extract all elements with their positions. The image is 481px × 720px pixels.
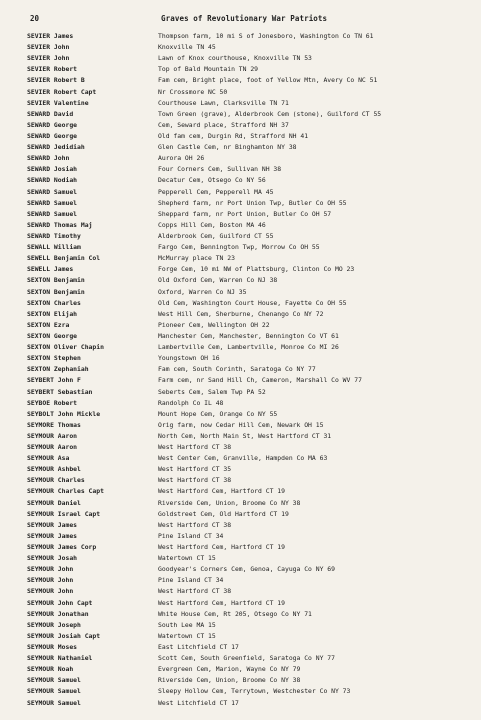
grave-location: West Hartford Cem, Hartford CT 19 xyxy=(158,598,285,607)
list-item xyxy=(27,609,481,620)
grave-location: Watertown CT 15 xyxy=(158,631,216,640)
grave-location: Alderbrook Cem, Guilford CT 55 xyxy=(158,231,274,240)
list-item xyxy=(27,142,481,153)
list-item xyxy=(27,231,481,242)
list-item xyxy=(27,398,481,409)
patriot-name: SEYMOUR Nathaniel xyxy=(27,654,93,663)
patriot-name: SEYMOUR Aaron xyxy=(27,431,78,440)
grave-location: Pioneer Cem, Wellington OH 22 xyxy=(158,320,270,329)
list-item xyxy=(27,109,481,120)
patriot-name: SEVIER Robert xyxy=(27,65,78,74)
patriot-name: SEWARD Samuel xyxy=(27,187,78,196)
grave-location: Sheppard farm, nr Port Union, Butler Co OH 57 xyxy=(158,209,332,218)
list-item xyxy=(27,164,481,175)
grave-location: Old Cem, Washington Court House, Fayette Co OH 55 xyxy=(158,298,347,307)
patriot-name: SEYMOUR James xyxy=(27,531,78,540)
list-item xyxy=(27,675,481,686)
list-item xyxy=(27,331,481,342)
list-item xyxy=(27,209,481,220)
patriot-name: SEXTON Zephaniah xyxy=(27,365,89,374)
grave-location: Pepperell Cem, Pepperell MA 45 xyxy=(158,187,274,196)
grave-location: Shepherd farm, nr Port Union Twp, Butler Co OH 55 xyxy=(158,198,347,207)
grave-location: Fam cem, South Corinth, Saratoga Co NY 77 xyxy=(158,365,316,374)
patriot-name: SEWARD John xyxy=(27,154,70,163)
patriot-name: SEYMOUR James Corp xyxy=(27,543,97,552)
patriot-name: SEYMOUR Charles Capt xyxy=(27,487,104,496)
grave-location: Goodyear's Corners Cem, Genoa, Cayuga Co NY 69 xyxy=(158,565,335,574)
patriot-name: SEXTON Benjamin xyxy=(27,276,85,285)
grave-location: Watertown CT 15 xyxy=(158,554,216,563)
entries-list xyxy=(27,31,481,709)
patriot-name: SEVIER Valentine xyxy=(27,98,89,107)
list-item xyxy=(27,409,481,420)
patriot-name: SEYMOUR Samuel xyxy=(27,698,81,707)
grave-location: Manchester Cem, Manchester, Bennington Co VT 61 xyxy=(158,331,339,340)
grave-location: West Hartford Cem, Hartford CT 19 xyxy=(158,543,285,552)
list-item xyxy=(27,531,481,542)
patriot-name: SEXTON Ezra xyxy=(27,320,70,329)
list-item xyxy=(27,686,481,697)
patriot-name: SEXTON Charles xyxy=(27,298,81,307)
patriot-name: SEYMOUR Charles xyxy=(27,476,85,485)
patriot-name: SEYMOUR Josah xyxy=(27,554,78,563)
list-item xyxy=(27,509,481,520)
patriot-name: SEWARD Samuel xyxy=(27,209,78,218)
list-item xyxy=(27,131,481,142)
grave-location: West Hartford CT 38 xyxy=(158,476,232,485)
grave-location: South Lee MA 15 xyxy=(158,620,216,629)
patriot-name: SEYMOUR James xyxy=(27,520,78,529)
list-item xyxy=(27,153,481,164)
grave-location: West Center Cem, Granville, Hampden Co MA 63 xyxy=(158,454,328,463)
list-item xyxy=(27,187,481,198)
list-item xyxy=(27,320,481,331)
list-item xyxy=(27,375,481,386)
patriot-name: SEYMOUR John Capt xyxy=(27,598,93,607)
list-item xyxy=(27,420,481,431)
grave-location: Goldstreet Cem, Old Hartford CT 19 xyxy=(158,509,289,518)
list-item xyxy=(27,53,481,64)
patriot-name: SEYMOUR Josiah Capt xyxy=(27,631,101,640)
grave-location: Seberts Cem, Salem Twp PA 52 xyxy=(158,387,266,396)
patriot-name: SEVIER John xyxy=(27,43,70,52)
list-item xyxy=(27,287,481,298)
grave-location: McMurray place TN 23 xyxy=(158,254,235,263)
grave-location: West Hill Cem, Sherburne, Chenango Co NY 72 xyxy=(158,309,324,318)
grave-location: Glen Castle Cem, nr Binghamton NY 38 xyxy=(158,143,297,152)
patriot-name: SEYMOUR Aaron xyxy=(27,443,78,452)
list-item xyxy=(27,442,481,453)
patriot-name: SEYMOUR Asa xyxy=(27,454,70,463)
list-item xyxy=(27,520,481,531)
patriot-name: SEYBOLT John Mickle xyxy=(27,409,101,418)
list-item xyxy=(27,31,481,42)
grave-location: Old Oxford Cem, Warren Co NJ 38 xyxy=(158,276,278,285)
grave-location: West Hartford CT 38 xyxy=(158,520,232,529)
patriot-name: SEYMOUR John xyxy=(27,565,74,574)
list-item xyxy=(27,364,481,375)
grave-location: West Hartford Cem, Hartford CT 19 xyxy=(158,487,285,496)
list-item xyxy=(27,653,481,664)
page-number: 20 xyxy=(30,14,40,23)
patriot-name: SEYBERT John F xyxy=(27,376,81,385)
list-item xyxy=(27,631,481,642)
list-item xyxy=(27,553,481,564)
list-item xyxy=(27,253,481,264)
grave-location: North Cem, North Main St, West Hartford CT 31 xyxy=(158,431,332,440)
list-item xyxy=(27,542,481,553)
patriot-name: SEYBERT Sebastian xyxy=(27,387,93,396)
list-item xyxy=(27,198,481,209)
patriot-name: SEYMOUR Moses xyxy=(27,643,78,652)
list-item xyxy=(27,664,481,675)
patriot-name: SEXTON Benjamin xyxy=(27,287,85,296)
patriot-name: SEWARD Nodiah xyxy=(27,176,78,185)
list-item xyxy=(27,620,481,631)
grave-location: Decatur Cem, Otsego Co NY 56 xyxy=(158,176,266,185)
grave-location: Riverside Cem, Union, Broome Co NY 38 xyxy=(158,676,301,685)
patriot-name: SEYBOE Robert xyxy=(27,398,78,407)
grave-location: Pine Island CT 34 xyxy=(158,576,224,585)
patriot-name: SEYMOUR Israel Capt xyxy=(27,509,101,518)
list-item xyxy=(27,98,481,109)
patriot-name: SEVIER James xyxy=(27,32,74,40)
grave-location: Thompson farm, 10 mi S of Jonesboro, Washington Co TN 61 xyxy=(158,32,374,40)
list-item xyxy=(27,242,481,253)
grave-location: West Hartford CT 35 xyxy=(158,465,232,474)
grave-location: Knoxville TN 45 xyxy=(158,43,216,52)
patriot-name: SEYMOUR Samuel xyxy=(27,687,81,696)
list-item xyxy=(27,464,481,475)
list-item xyxy=(27,387,481,398)
list-item xyxy=(27,498,481,509)
patriot-name: SEVIER Robert Capt xyxy=(27,87,97,96)
list-item xyxy=(27,598,481,609)
patriot-name: SEWARD David xyxy=(27,109,74,118)
patriot-name: SEWARD George xyxy=(27,120,78,129)
list-item xyxy=(27,342,481,353)
patriot-name: SEXTON Stephen xyxy=(27,354,81,363)
grave-location: Cem, Seward place, Strafford NH 37 xyxy=(158,120,289,129)
list-item xyxy=(27,64,481,75)
patriot-name: SEWARD Thomas Maj xyxy=(27,220,93,229)
patriot-name: SEVIER Robert B xyxy=(27,76,85,85)
list-item xyxy=(27,75,481,86)
grave-location: Randolph Co IL 48 xyxy=(158,398,224,407)
grave-location: East Litchfield CT 17 xyxy=(158,643,239,652)
list-item xyxy=(27,42,481,53)
grave-location: Farm cem, nr Sand Hill Ch, Cameron, Marshall Co WV 77 xyxy=(158,376,362,385)
list-item xyxy=(27,698,481,709)
grave-location: West Litchfield CT 17 xyxy=(158,698,239,707)
grave-location: Town Green (grave), Alderbrook Cem (stone), Guilford CT 55 xyxy=(158,109,382,118)
list-item xyxy=(27,642,481,653)
list-item xyxy=(27,431,481,442)
list-item xyxy=(27,220,481,231)
list-item xyxy=(27,486,481,497)
grave-location: Aurora OH 26 xyxy=(158,154,205,163)
list-item xyxy=(27,87,481,98)
list-item xyxy=(27,353,481,364)
list-item xyxy=(27,575,481,586)
grave-location: Mount Hope Cem, Orange Co NY 55 xyxy=(158,409,278,418)
grave-location: Pine Island CT 34 xyxy=(158,531,224,540)
page-title: Graves of Revolutionary War Patriots xyxy=(161,14,328,23)
grave-location: Forge Cem, 10 mi NW of Plattsburg, Clinton Co MO 23 xyxy=(158,265,355,274)
list-item xyxy=(27,175,481,186)
patriot-name: SEWARD Samuel xyxy=(27,198,78,207)
grave-location: Fargo Cem, Bennington Twp, Morrow Co OH 55 xyxy=(158,243,320,252)
grave-location: Scott Cem, South Greenfield, Saratoga Co NY 77 xyxy=(158,654,335,663)
patriot-name: SEYMOUR John xyxy=(27,576,74,585)
grave-location: Nr Crossmore NC 50 xyxy=(158,87,228,96)
grave-location: Evergreen Cem, Marion, Wayne Co NY 79 xyxy=(158,665,301,674)
patriot-name: SEWARD Timothy xyxy=(27,231,81,240)
grave-location: Old fam cem, Durgin Rd, Strafford NH 41 xyxy=(158,131,309,140)
grave-location: Four Corners Cem, Sullivan NH 38 xyxy=(158,165,282,174)
patriot-name: SEYMOUR Ashbel xyxy=(27,465,81,474)
list-item xyxy=(27,264,481,275)
patriot-name: SEYMORE Thomas xyxy=(27,420,81,429)
grave-location: Riverside Cem, Union, Broome Co NY 38 xyxy=(158,498,301,507)
patriot-name: SEYMOUR John xyxy=(27,587,74,596)
patriot-name: SEWALL William xyxy=(27,243,81,252)
list-item xyxy=(27,275,481,286)
grave-location: Fam cem, Bright place, foot of Yellow Mtn, Avery Co NC 51 xyxy=(158,76,378,85)
grave-location: Youngstown OH 16 xyxy=(158,354,220,363)
patriot-name: SEWELL Benjamin Col xyxy=(27,254,101,263)
list-item xyxy=(27,586,481,597)
patriot-name: SEWELL James xyxy=(27,265,74,274)
list-item xyxy=(27,564,481,575)
patriot-name: SEWARD Josiah xyxy=(27,165,78,174)
patriot-name: SEYMOUR Daniel xyxy=(27,498,81,507)
list-item xyxy=(27,453,481,464)
patriot-name: SEWARD Jedidiah xyxy=(27,143,85,152)
grave-location: West Hartford CT 38 xyxy=(158,443,232,452)
grave-location: Courthouse Lawn, Clarksville TN 71 xyxy=(158,98,289,107)
patriot-name: SEWARD George xyxy=(27,131,78,140)
grave-location: White House Cem, Rt 205, Otsego Co NY 71 xyxy=(158,609,312,618)
patriot-name: SEVIER John xyxy=(27,54,70,63)
grave-location: Copps Hill Cem, Boston MA 46 xyxy=(158,220,266,229)
patriot-name: SEXTON Elijah xyxy=(27,309,78,318)
grave-location: Sleepy Hollow Cem, Terrytown, Westchester Co NY 73 xyxy=(158,687,351,696)
grave-location: Top of Bald Mountain TN 29 xyxy=(158,65,259,74)
patriot-name: SEXTON George xyxy=(27,331,78,340)
patriot-name: SEYMOUR Joseph xyxy=(27,620,81,629)
grave-location: West Hartford CT 38 xyxy=(158,587,232,596)
patriot-name: SEXTON Oliver Chapin xyxy=(27,343,104,352)
patriot-name: SEYMOUR Samuel xyxy=(27,676,81,685)
grave-location: Lambertville Cem, Lambertville, Monroe Co MI 26 xyxy=(158,343,339,352)
list-item xyxy=(27,309,481,320)
list-item xyxy=(27,298,481,309)
grave-location: Oxford, Warren Co NJ 35 xyxy=(158,287,247,296)
patriot-name: SEYMOUR Noah xyxy=(27,665,74,674)
list-item xyxy=(27,475,481,486)
list-item xyxy=(27,120,481,131)
grave-location: Lawn of Knox courthouse, Knoxville TN 53 xyxy=(158,54,312,63)
grave-location: Orig farm, now Cedar Hill Cem, Newark OH 15 xyxy=(158,420,324,429)
patriot-name: SEYMOUR Jonathan xyxy=(27,609,89,618)
